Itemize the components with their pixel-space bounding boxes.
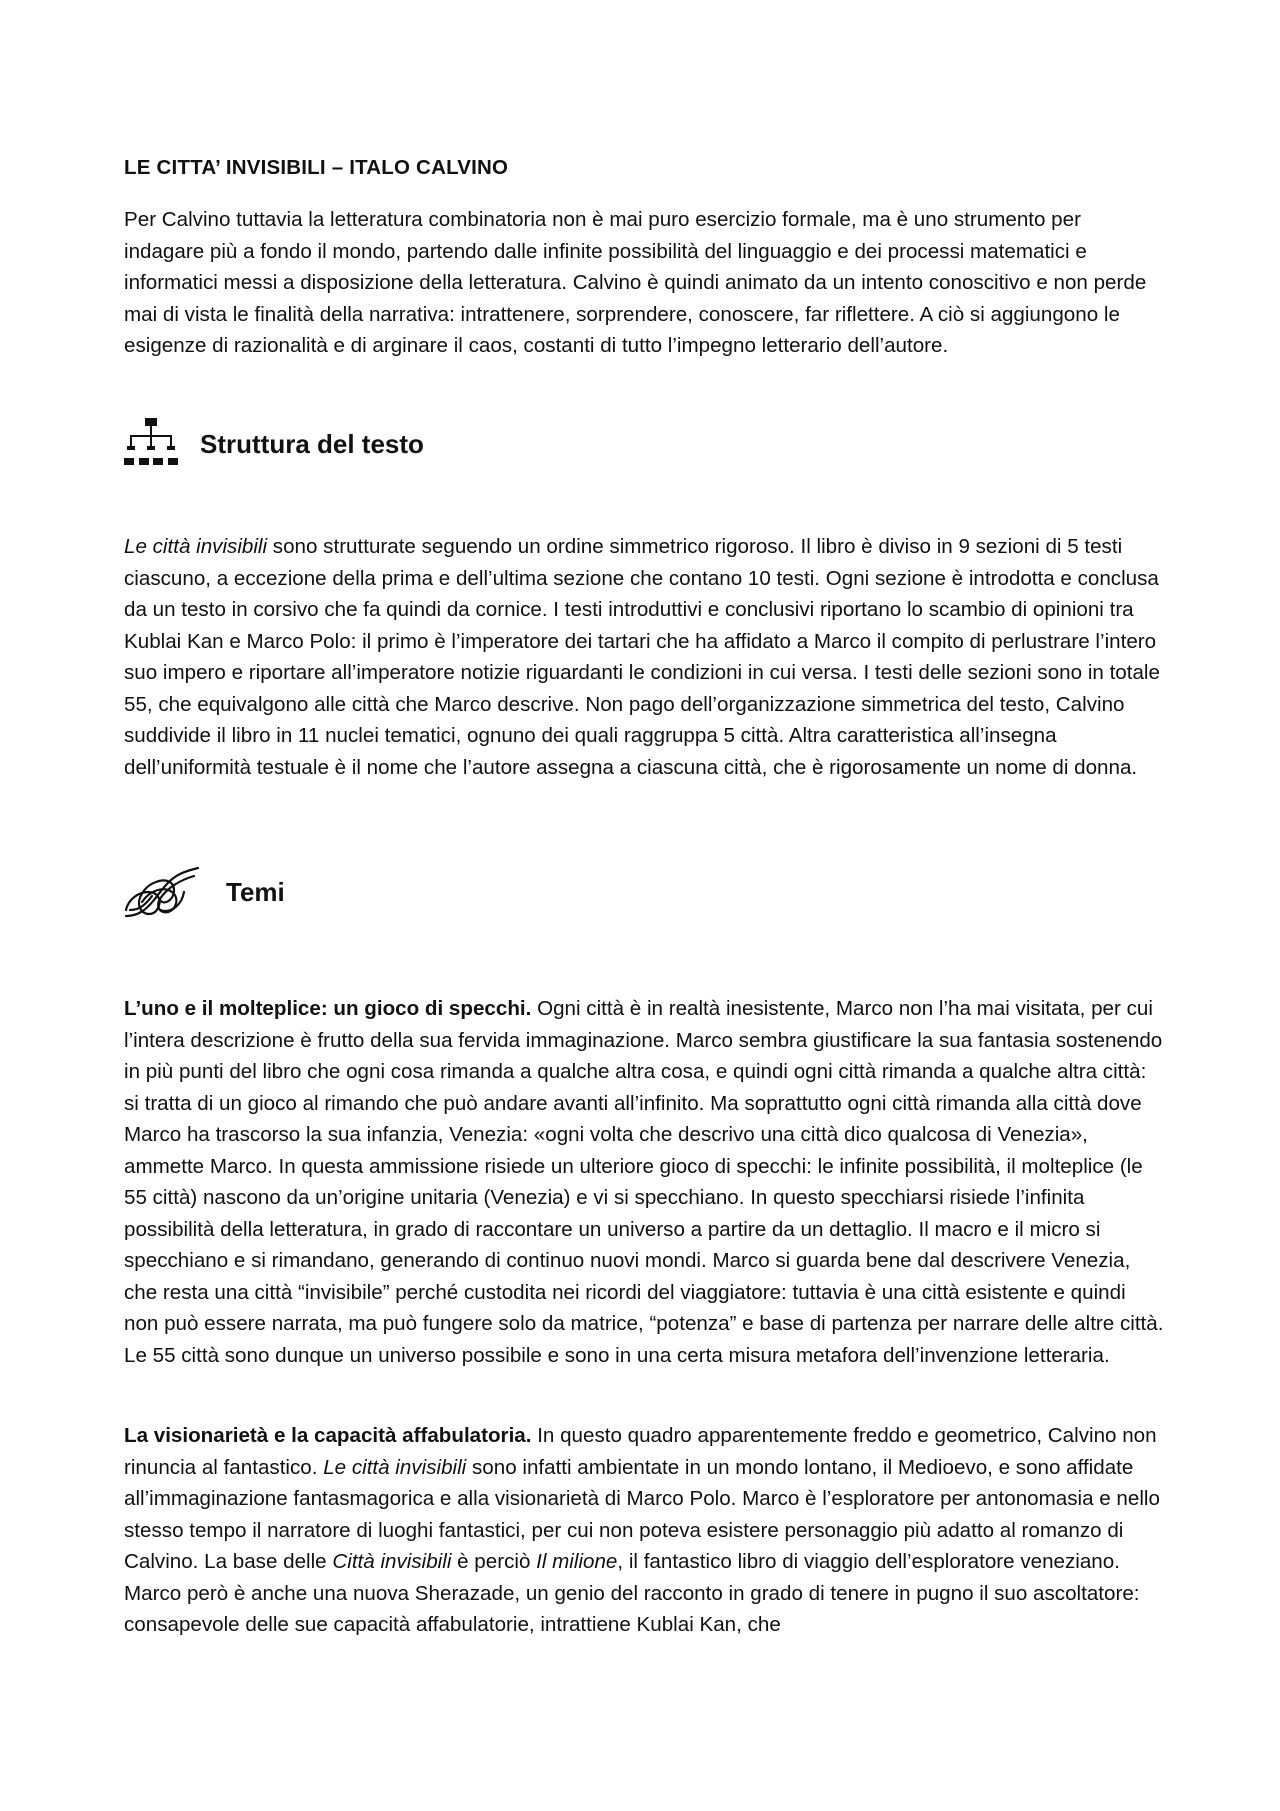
temi-paragraph-2 bbox=[124, 1420, 1164, 1641]
temi-p1-text: Ogni città è in realtà inesistente, Marco non l’ha mai visitata, per cui l’intera descrizione è frutto della sua fervida immaginazione. Marco sembra giustificare la sua fantasia sostenendo in più punti del libro che ogni cosa rimanda a qualche altra cosa, e quindi ogni città rimanda a qualche altra città: si tratta di un gioco al rimando che può andare avanti all’infinito. Ma soprattutto ogni città rimanda alla città dove Marco ha trascorso la sua infanzia, Venezia: «ogni volta che descrivo una città dico qualcosa di Venezia», ammette Marco. In questa ammissione risiede un ulteriore gioco di specchi: le infinite possibilità, il molteplice (le 55 città) nascono da un’origine unitaria (Venezia) e vi si specchiano. In questo specchiarsi risiede l’infinita possibilità della letteratura, in grado di raccontare un universo a partire da un dettaglio. Il macro e il micro si specchiano e si rimandano, generando di continuo nuovi mondi. Marco si guarda bene dal descrivere Venezia, che resta una città “invisibile” perché custodita nei ricordi del viaggiatore: tuttavia è una città esistente e quindi non può essere narrata, ma può fungere solo da matrice, “potenza” e base di partenza per narrare delle altre città. Le 55 città sono dunque un universo possibile e sono in una certa misura metafora dell’invenzione letteraria. bbox=[124, 997, 1164, 1367]
temi-p2-text-c: è perciò bbox=[451, 1550, 537, 1573]
temi-p2-text-b: sono infatti ambientate in un mondo lontano, il Medioevo, e sono affidate all’immaginazione fantasmagorica e alla visionarietà di Marco Polo. Marco è l’esploratore per antonomasia e nello stesso tempo il narratore di luoghi fantastici, per cui non poteva esistere personaggio più adatto al romanzo di Calvino. La base delle bbox=[124, 1455, 1160, 1573]
section-title-temi: Temi bbox=[226, 877, 285, 907]
struttura-text: sono strutturate seguendo un ordine simmetrico rigoroso. Il libro è diviso in 9 sezioni di 5 testi ciascuno, a eccezione della prima e dell’ultima sezione che contano 10 testi. Ogni sezione è introdotta e conclusa da un testo in corsivo che fa quindi da cornice. I testi introduttivi e conclusivi riportano lo scambio di opinioni tra Kublai Kan e Marco Polo: il primo è l’imperatore dei tartari che ha affidato a Marco il compito di perlustrare l’intero suo impero e riportare all’imperatore notizie riguardanti le condizioni in cui versa. I testi delle sezioni sono in totale 55, che equivalgono alle città che Marco descrive. Non pago dell’organizzazione simmetrica del testo, Calvino suddivide il libro in 11 nuclei tematici, ognuno dei quali raggruppa 5 città. Altra caratteristica all’insegna dell’uniformità testuale è il nome che l’autore assegna a ciascuna città, che è rigorosamente un nome di donna. bbox=[124, 535, 1160, 779]
temi-p2-text-d: , il fantastico libro di viaggio dell’esploratore veneziano. Marco però è anche una nuova Sherazade, un genio del racconto in grado di tenere in pugno il suo ascoltatore: consapevole delle sue capacità affabulatorie, intrattiene Kublai Kan, che bbox=[124, 1550, 1140, 1636]
temi-p2-text-a: In questo quadro apparentemente freddo e geometrico, Calvino non rinuncia al fantastico. bbox=[124, 1424, 1157, 1479]
section-title-struttura: Struttura del testo bbox=[200, 429, 424, 459]
intro-paragraph: Per Calvino tuttavia la letteratura combinatoria non è mai puro esercizio formale, ma è uno strumento per indagare più a fondo il mondo, partendo dalle infinite possibilità del linguaggio e dei processi matematici e informatici messi a disposizione della letteratura. Calvino è quindi animato da un intento conoscitivo e non perde mai di vista le finalità della narrativa: intrattenere, sorprendere, conoscere, far riflettere. A ciò si aggiungono le esigenze di razionalità e di arginare il caos, costanti di tutto l’impegno letterario dell’autore. bbox=[124, 208, 1147, 357]
temi-p1-lead: L’uno e il molteplice: un gioco di specchi. bbox=[124, 997, 532, 1020]
knot-icon bbox=[124, 860, 200, 925]
temi-p2-italic-a: Le città invisibili bbox=[323, 1455, 467, 1479]
hierarchy-icon bbox=[124, 418, 178, 471]
section-heading-struttura bbox=[124, 418, 424, 471]
book-title-italic: Le città invisibili bbox=[124, 535, 268, 558]
struttura-paragraph bbox=[124, 531, 1164, 783]
temi-p2-lead: La visionarietà e la capacità affabulatoria. bbox=[124, 1424, 532, 1447]
temi-p2-italic-b: Città invisibili bbox=[332, 1550, 452, 1573]
temi-p2-italic-c: Il milione bbox=[536, 1550, 618, 1573]
document-title: LE CITTA’ INVISIBILI – ITALO CALVINO bbox=[124, 156, 509, 179]
temi-paragraph-1 bbox=[124, 993, 1164, 1371]
section-heading-temi bbox=[124, 860, 285, 925]
